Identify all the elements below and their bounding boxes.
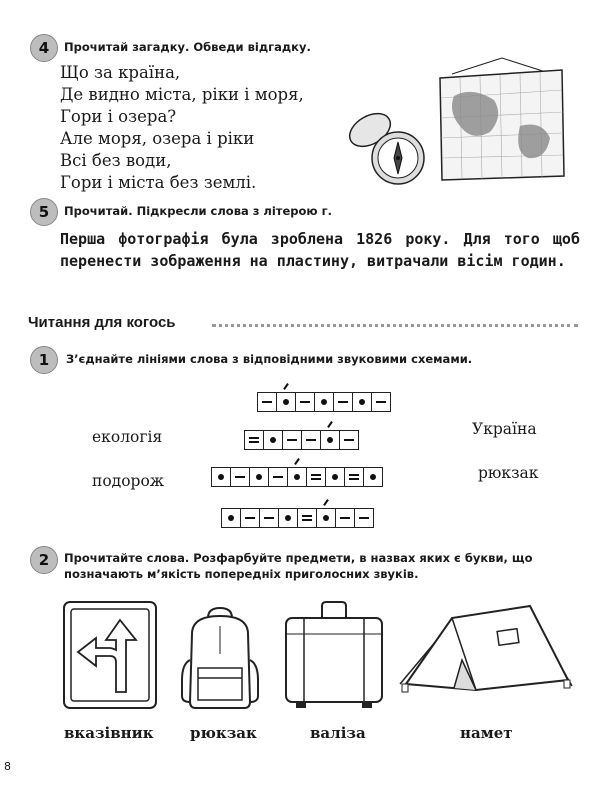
page-number: 8 — [4, 760, 11, 773]
scheme-cell-dot — [278, 508, 298, 528]
scheme-cell-dash — [339, 430, 359, 450]
section-divider — [212, 324, 578, 327]
exercise-1-instruction: З’єднайте лініями слова з відповідними звуковими схемами. — [66, 352, 473, 366]
word-podorozh[interactable]: подорож — [92, 472, 165, 490]
scheme-cell-dot — [325, 467, 345, 487]
scheme-cell-dot — [249, 467, 269, 487]
scheme-cell-dash — [371, 392, 391, 412]
label-namet: намет — [460, 724, 513, 742]
compass-icon[interactable] — [340, 100, 440, 190]
word-ukraine[interactable]: Україна — [472, 420, 537, 438]
poem-line: Гори і міста без землі. — [60, 173, 257, 192]
sound-scheme-2[interactable] — [245, 430, 359, 450]
poem-line: Гори і озера? — [60, 107, 177, 126]
scheme-cell-dot-stressed — [287, 467, 307, 487]
scheme-cell-dash — [240, 508, 260, 528]
section-title: Читання для когось — [28, 314, 176, 331]
poem-line: Що за країна, — [60, 63, 181, 82]
task-number-4: 4 — [30, 34, 58, 62]
tent-icon[interactable] — [396, 604, 576, 704]
scheme-cell-eq — [306, 467, 326, 487]
scheme-cell-dash — [354, 508, 374, 528]
scheme-cell-dash — [268, 467, 288, 487]
scheme-cell-dash — [282, 430, 302, 450]
label-valiza: валіза — [310, 724, 366, 742]
scheme-cell-dot-stressed — [320, 430, 340, 450]
backpack-icon[interactable] — [178, 604, 262, 712]
scheme-cell-dot — [363, 467, 383, 487]
scheme-cell-dot-stressed — [316, 508, 336, 528]
poem-line: Але моря, озера і ріки — [60, 129, 255, 148]
scheme-cell-dash — [257, 392, 277, 412]
scheme-cell-dash — [335, 508, 355, 528]
task-5-instruction: Прочитай. Підкресли слова з літерою г. — [64, 204, 332, 218]
task-5-text: Перша фотографія була зроблена 1826 року. Для того щоб перенести зображення на пластину, витрачали вісім годин. — [60, 230, 580, 270]
scheme-cell-dash — [301, 430, 321, 450]
word-ecology[interactable]: екологія — [92, 428, 163, 446]
scheme-cell-dot — [263, 430, 283, 450]
sound-scheme-3[interactable] — [212, 467, 383, 487]
scheme-cell-dash — [259, 508, 279, 528]
scheme-cell-dot — [314, 392, 334, 412]
label-ryukzak: рюкзак — [190, 724, 257, 742]
riddle-poem — [60, 62, 304, 194]
poem-line: Всі без води, — [60, 151, 172, 170]
poem-line: Де видно міста, ріки і моря, — [60, 85, 304, 104]
sound-scheme-4[interactable] — [222, 508, 374, 528]
scheme-cell-dot — [211, 467, 231, 487]
road-sign-icon[interactable] — [62, 600, 158, 710]
task-number-5: 5 — [30, 198, 58, 226]
scheme-cell-dash — [333, 392, 353, 412]
suitcase-icon[interactable] — [282, 600, 386, 712]
map-icon[interactable] — [432, 56, 572, 186]
scheme-cell-dot-stressed — [276, 392, 296, 412]
word-ryukzak[interactable]: рюкзак — [478, 464, 539, 482]
exercise-number-1: 1 — [30, 346, 58, 374]
scheme-cell-eq — [344, 467, 364, 487]
scheme-cell-dot — [221, 508, 241, 528]
scheme-cell-eq — [244, 430, 264, 450]
scheme-cell-dash — [230, 467, 250, 487]
task-4-instruction: Прочитай загадку. Обведи відгадку. — [64, 40, 311, 54]
scheme-cell-dash — [295, 392, 315, 412]
scheme-cell-dot — [352, 392, 372, 412]
scheme-cell-eq — [297, 508, 317, 528]
exercise-2-instruction: Прочитайте слова. Розфарбуйте предмети, в назвах яких є букви, що позначають м’якість попередніх приголосних звуків. — [64, 551, 533, 581]
exercise-number-2: 2 — [30, 546, 58, 574]
label-vkazivnyk: вказівник — [64, 724, 154, 742]
sound-scheme-1[interactable] — [258, 392, 391, 412]
